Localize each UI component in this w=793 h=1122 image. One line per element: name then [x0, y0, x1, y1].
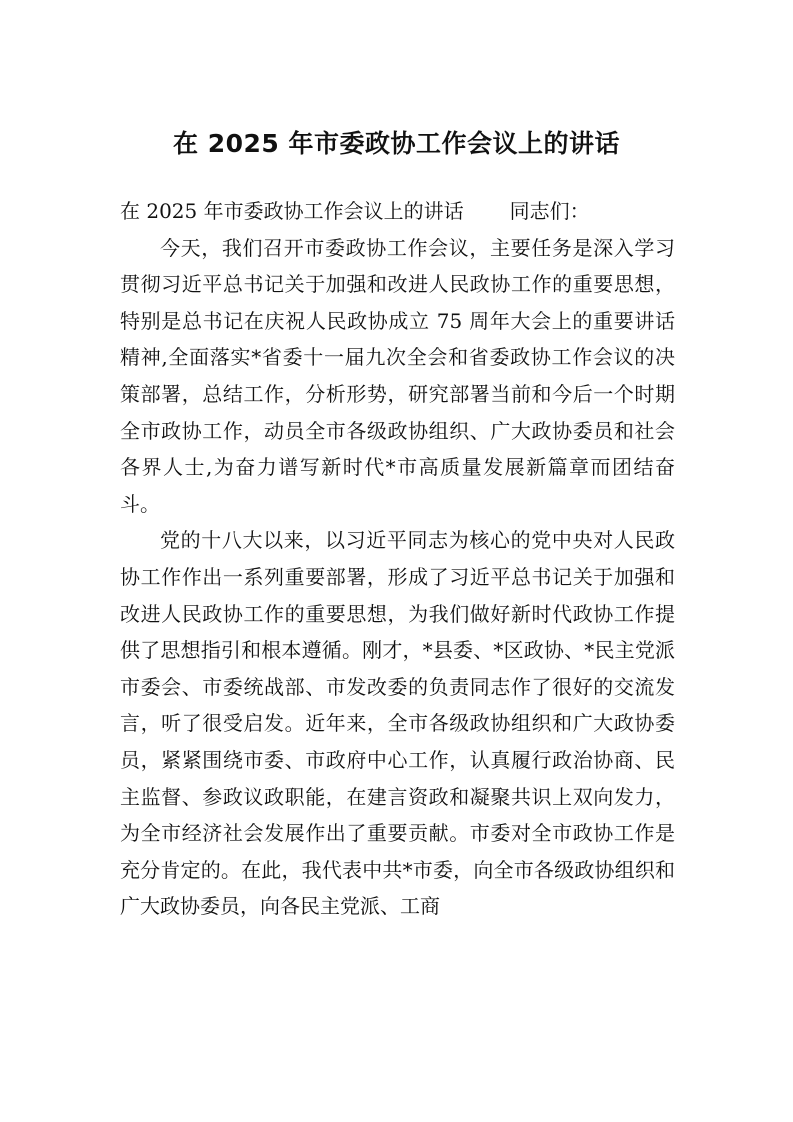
intro-line: [120, 193, 675, 230]
salutation: 同志们：: [509, 199, 590, 223]
paragraph-2: 党的十八大以来，以习近平同志为核心的党中央对人民政协工作作出一系列重要部署，形成了习近平总书记关于加强和改进人民政协工作的重要思想，为我们做好新时代政协工作提供了思想指引和根本遵循。刚才，*县委、*区政协、*民主党派市委会、市委统战部、市发改委的负责同志作了很好的交流发言，听了很受启发。近年来，全市各级政协组织和广大政协委员，紧紧围绕市委、市政府中心工作，认真履行政治协商、民主监督、参政议政职能，在建言资政和凝聚共识上双向发力，为全市经济社会发展作出了重要贡献。市委对全市政协工作是充分肯定的。在此，我代表中共*市委，向全市各级政协组织和广大政协委员，向各民主党派、工商: [120, 528, 675, 919]
document-title: 在 2025 年市委政协工作会议上的讲话: [173, 129, 620, 158]
intro-title: 在 2025 年市委政协工作会议上的讲话: [120, 199, 464, 223]
paragraph-1: 今天，我们召开市委政协工作会议，主要任务是深入学习贯彻习近平总书记关于加强和改进人民政协工作的重要思想，特别是总书记在庆祝人民政协成立 75 周年大会上的重要讲话精神,全面落实*省委十一届九次全会和省委政协工作会议的决策部署，总结工作，分析形势，研究部署当前和今后一个时期全市政协工作，动员全市各级政协组织、广大政协委员和社会各界人士,为奋力谱写新时代*市高质量发展新篇章而团结奋斗。: [120, 235, 675, 516]
document-body: [120, 193, 675, 925]
